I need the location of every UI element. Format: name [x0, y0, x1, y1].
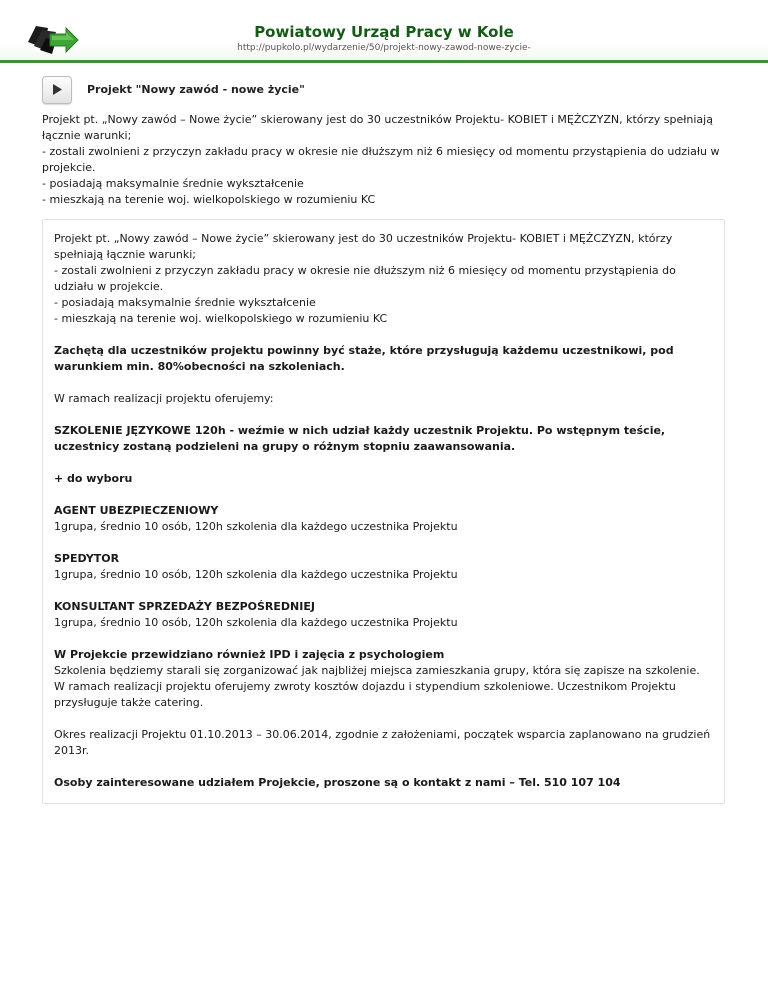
course-details: 1grupa, średnio 10 osób, 120h szkolenia dla każdego uczestnika Projektu [54, 616, 458, 629]
page-url[interactable]: http://pupkolo.pl/wydarzenie/50/projekt-nowy-zawod-nowe-zycie- [237, 43, 531, 53]
play-arrow-icon [52, 84, 63, 95]
course-name: KONSULTANT SPRZEDAŻY BEZPOŚREDNIEJ [54, 600, 315, 613]
article-body [42, 219, 725, 804]
body-line: - posiadają maksymalnie średnie wykształcenie [54, 296, 316, 309]
course-name: SPEDYTOR [54, 552, 120, 565]
course-item [54, 599, 713, 631]
course-details: 1grupa, średnio 10 osób, 120h szkolenia dla każdego uczestnika Projektu [54, 568, 458, 581]
psychologist-text: Szkolenia będziemy starali się zorganizować jak najbliżej miejsca zamieszkania grupy, która się zapisze na szkolenie. W ramach realizacji projektu oferujemy zwroty kosztów dojazdu i stypendium szkoleniowe. Uczestnikom Projektu przysługuje także catering. [54, 664, 700, 709]
incentive-paragraph: Zachętą dla uczestników projektu powinny być staże, które przysługują każdemu uczestnikowi, pod warunkiem min. 80%obecności na szkoleniach. [54, 344, 674, 373]
course-item [54, 551, 713, 583]
choice-label: + do wyboru [54, 472, 133, 485]
psychologist-paragraph [54, 647, 713, 711]
intro-line: - posiadają maksymalnie średnie wykształcenie [42, 177, 304, 190]
project-period: Okres realizacji Projektu 01.10.2013 – 30.06.2014, zgodnie z założeniami, początek wsparcia zaplanowano na grudzień 2013r. [54, 728, 711, 757]
page-header [0, 0, 768, 63]
intro-line: - mieszkają na terenie woj. wielkopolskiego w rozumieniu KC [42, 193, 376, 206]
play-arrow-button[interactable] [42, 76, 72, 104]
body-line: - zostali zwolnieni z przyczyn zakładu pracy w okresie nie dłuższym niż 6 miesięcy od momentu przystąpienia do udziału w projekcie. [54, 264, 676, 293]
offer-intro: W ramach realizacji projektu oferujemy: [54, 392, 274, 405]
article-title-row [0, 76, 768, 112]
intro-line: Projekt pt. „Nowy zawód – Nowe życie” skierowany jest do 30 uczestników Projektu- KOBIET i MĘŻCZYZN, którzy spełniają łącznie warunki; [42, 113, 713, 142]
body-line: - mieszkają na terenie woj. wielkopolskiego w rozumieniu KC [54, 312, 388, 325]
course-name: AGENT UBEZPIECZENIOWY [54, 504, 219, 517]
contact-info: Osoby zainteresowane udziałem Projekcie, proszone są o kontakt z nami – Tel. 510 107 104 [54, 776, 621, 789]
psychologist-heading: W Projekcie przewidziano również IPD i zajęcia z psychologiem [54, 648, 445, 661]
course-item [54, 503, 713, 535]
site-title: Powiatowy Urząd Pracy w Kole [254, 23, 514, 41]
language-training-paragraph: SZKOLENIE JĘZYKOWE 120h - weźmie w nich udział każdy uczestnik Projektu. Po wstępnym teście, uczestnicy zostaną podzieleni na grupy o różnym stopniu zaawansowania. [54, 424, 666, 453]
body-intro-paragraph [54, 231, 713, 327]
intro-line: - zostali zwolnieni z przyczyn zakładu pracy w okresie nie dłuższym niż 6 miesięcy od momentu przystąpienia do udziału w projekcie. [42, 145, 720, 174]
body-line: Projekt pt. „Nowy zawód – Nowe życie” skierowany jest do 30 uczestników Projektu- KOBIET i MĘŻCZYZN, którzy spełniają łącznie warunki; [54, 232, 673, 261]
course-details: 1grupa, średnio 10 osób, 120h szkolenia dla każdego uczestnika Projektu [54, 520, 458, 533]
article-title: Projekt "Nowy zawód - nowe życie" [87, 83, 305, 96]
article-intro [0, 112, 768, 208]
